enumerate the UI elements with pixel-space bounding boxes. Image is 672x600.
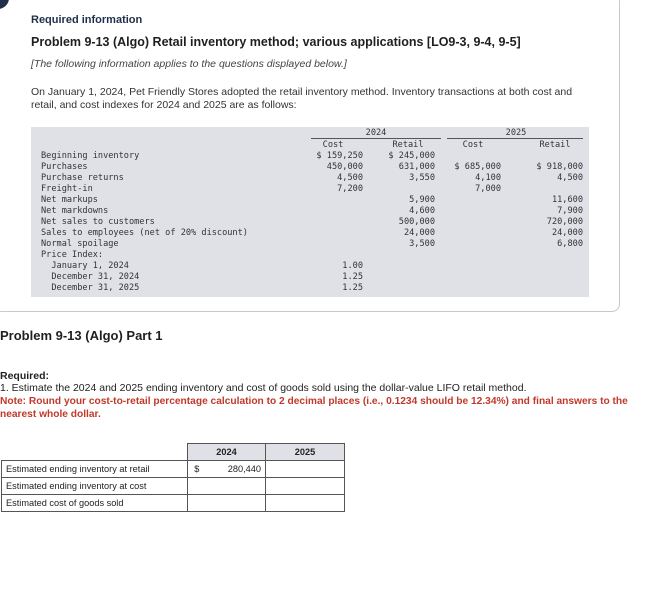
retail-2024-cell: 3,500 [409,239,435,249]
data-row-label: December 31, 2025 [41,283,140,293]
data-row-label: Freight-in [41,184,93,194]
applies-note: [The following information applies to the questions displayed below.] [31,58,347,70]
retail-2025-cell: 24,000 [551,228,583,238]
ending-inventory-cost-2024-input[interactable] [206,478,266,495]
answer-row-label: Estimated ending inventory at retail [2,461,188,478]
dollar-sign [188,478,206,495]
data-row-label: Net markdowns [41,206,109,216]
year-2025-header: 2025 [505,128,527,138]
requirement-text: 1. Estimate the 2024 and 2025 ending inventory and cost of goods sold using the dollar-value LIFO retail method. [0,382,527,394]
intro-text: On January 1, 2024, Pet Friendly Stores adopted the retail inventory method. Inventory transactions at both cost and retail, and cost indexes for 2024 and 2025 are as follows: [31,86,573,111]
data-row-label: Price Index: [41,250,104,260]
col-header-cost-2024: Cost [322,140,344,150]
cost-2024-cell: 1.25 [342,272,363,282]
retail-2025-cell: 4,500 [557,173,583,183]
retail-2024-cell: 4,600 [409,206,435,216]
data-row-label: Beginning inventory [41,151,140,161]
answer-row [2,478,345,495]
inventory-data-table [31,127,589,297]
cost-2025-cell: 4,100 [475,173,501,183]
dollar-sign: $ [188,461,206,478]
ending-inventory-retail-2025-input[interactable] [266,461,345,478]
col-header-retail-2025: Retail [539,140,571,150]
divider-2024 [311,138,441,139]
retail-2024-cell: 3,550 [409,173,435,183]
ending-inventory-cost-2025-input[interactable] [266,478,345,495]
required-label: Required: [0,370,50,382]
data-row-label: Normal spoilage [41,239,119,249]
retail-2025-cell: 720,000 [546,217,583,227]
answer-row [2,461,345,478]
data-row-label: January 1, 2024 [41,261,129,271]
cost-2025-cell: $ 685,000 [454,162,501,172]
answer-row [2,495,345,512]
divider-2025 [447,138,583,139]
retail-2025-cell: 11,600 [551,195,583,205]
retail-2024-cell: 631,000 [398,162,435,172]
retail-2024-cell: 5,900 [409,195,435,205]
col-header-cost-2025: Cost [462,140,484,150]
year-2024-header: 2024 [365,128,387,138]
ending-inventory-retail-2024-input[interactable]: 280,440 [206,461,266,478]
data-row-label: Sales to employees (net of 20% discount) [41,228,248,238]
part-title: Problem 9-13 (Algo) Part 1 [0,328,163,343]
answer-row-label: Estimated cost of goods sold [2,495,188,512]
data-row-label: December 31, 2024 [41,272,140,282]
data-row-label: Net markups [41,195,98,205]
data-row-label: Net sales to customers [41,217,155,227]
cost-2024-cell: $ 159,250 [316,151,363,161]
retail-2024-cell: 500,000 [398,217,435,227]
answer-col-2024: 2024 [188,444,266,461]
cost-2024-cell: 1.25 [342,283,363,293]
retail-2024-cell: $ 245,000 [388,151,435,161]
data-row-label: Purchase returns [41,173,124,183]
retail-2024-cell: 24,000 [403,228,435,238]
cost-2025-cell: 7,000 [475,184,501,194]
problem-title: Problem 9-13 (Algo) Retail inventory method; various applications [LO9-3, 9-4, 9-5] [31,35,521,49]
step-badge [0,0,9,9]
dollar-sign [188,495,206,512]
col-header-retail-2024: Retail [392,140,424,150]
answer-table [1,443,345,512]
cost-2024-cell: 7,200 [337,184,363,194]
data-row-label: Purchases [41,162,88,172]
cost-2024-cell: 450,000 [326,162,363,172]
retail-2025-cell: 7,900 [557,206,583,216]
required-info-label: Required information [31,14,143,26]
cost-2024-cell: 1.00 [342,261,363,271]
retail-2025-cell: 6,800 [557,239,583,249]
retail-2025-cell: $ 918,000 [536,162,583,172]
answer-col-2025: 2025 [266,444,345,461]
cogs-2025-input[interactable] [266,495,345,512]
cogs-2024-input[interactable] [206,495,266,512]
rounding-note: Note: Round your cost-to-retail percentage calculation to 2 decimal places (i.e., 0.1234 should be 12.34%) and final answers to the nearest whole dollar. [0,396,628,420]
cost-2024-cell: 4,500 [337,173,363,183]
answer-row-label: Estimated ending inventory at cost [2,478,188,495]
